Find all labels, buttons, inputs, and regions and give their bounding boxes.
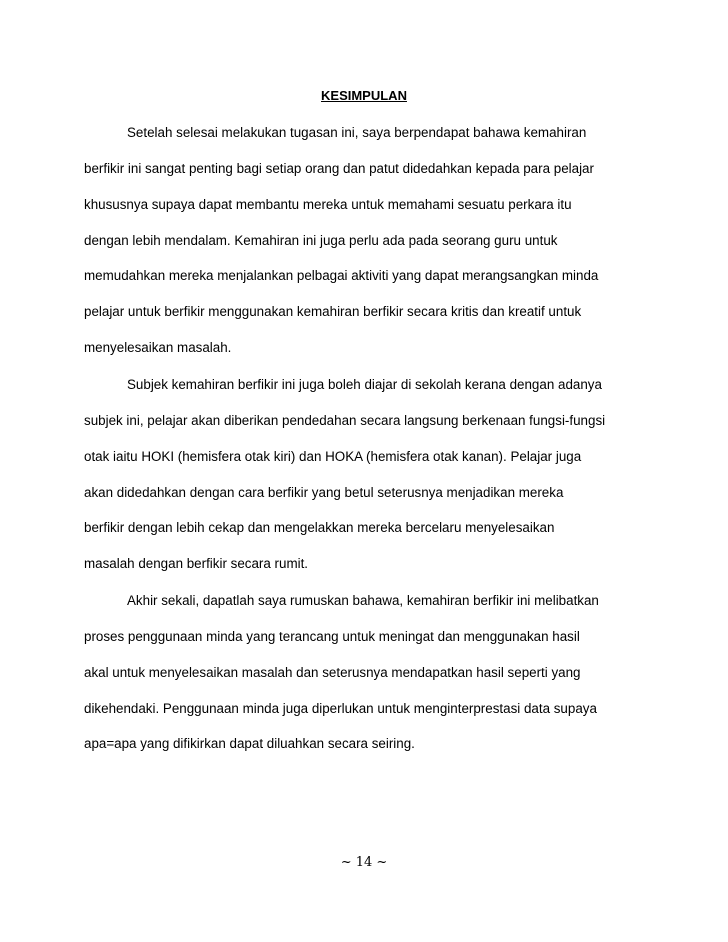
paragraph-line: pelajar untuk berfikir menggunakan kemahiran berfikir secara kritis dan kreatif untuk [84,304,582,319]
page-title: KESIMPULAN [321,88,407,103]
page-number: ~ 14 ~ [340,855,388,870]
paragraph-line: dikehendaki. Penggunaan minda juga diperlukan untuk menginterprestasi data supaya [84,701,597,716]
paragraph-line: akal untuk menyelesaikan masalah dan seterusnya mendapatkan hasil seperti yang [84,665,581,680]
paragraph-line: dengan lebih mendalam. Kemahiran ini juga perlu ada pada seorang guru untuk [84,233,558,248]
paragraph-line: apa=apa yang difikirkan dapat diluahkan secara seiring. [84,736,415,751]
paragraph-line: memudahkan mereka menjalankan pelbagai aktiviti yang dapat merangsangkan minda [84,268,599,283]
paragraph-line: menyelesaikan masalah. [84,340,232,355]
paragraph-line: khususnya supaya dapat membantu mereka untuk memahami sesuatu perkara itu [84,197,572,212]
paragraph-line: berfikir ini sangat penting bagi setiap orang dan patut didedahkan kepada para pelajar [84,161,594,176]
paragraph-line: Akhir sekali, dapatlah saya rumuskan bahawa, kemahiran berfikir ini melibatkan [127,593,599,608]
paragraph-line: Setelah selesai melakukan tugasan ini, saya berpendapat bahawa kemahiran [127,125,587,140]
paragraph-line: berfikir dengan lebih cekap dan mengelakkan mereka bercelaru menyelesaikan [84,520,555,535]
paragraph-line: akan didedahkan dengan cara berfikir yang betul seterusnya menjadikan mereka [84,485,564,500]
paragraph-line: masalah dengan berfikir secara rumit. [84,556,309,571]
paragraph-line: subjek ini, pelajar akan diberikan pendedahan secara langsung berkenaan fungsi-fungsi [84,413,606,428]
paragraph-line: proses penggunaan minda yang terancang untuk meningat dan menggunakan hasil [84,629,580,644]
paragraph-line: otak iaitu HOKI (hemisfera otak kiri) dan HOKA (hemisfera otak kanan). Pelajar juga [84,449,582,464]
paragraph-line: Subjek kemahiran berfikir ini juga boleh diajar di sekolah kerana dengan adanya [127,377,602,392]
